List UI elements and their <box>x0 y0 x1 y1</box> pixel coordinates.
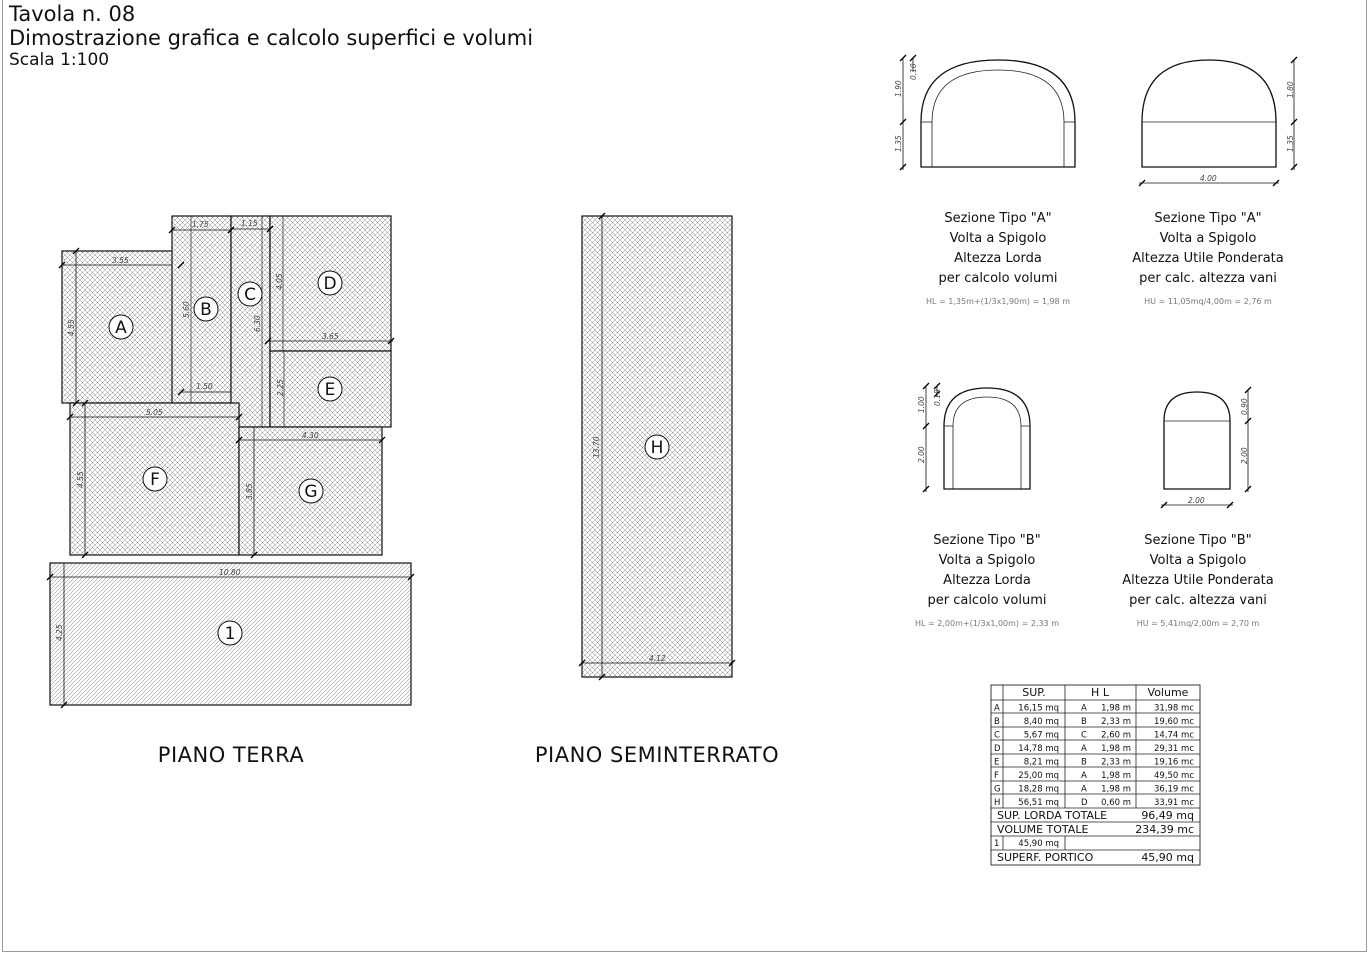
table-cell-volume: 49,50 mc <box>1154 771 1194 781</box>
section-b-utile-line-3: Altezza Utile Ponderata <box>1122 573 1274 588</box>
table-cell-sup: 56,51 mq <box>1018 798 1059 808</box>
table-cell-sup: 8,40 mq <box>1023 717 1059 727</box>
dim-c-width: 1.15 <box>241 219 258 228</box>
section-b-utile-line-1: Sezione Tipo "B" <box>1144 533 1252 548</box>
portico-label: SUPERF. PORTICO <box>997 851 1094 864</box>
svg-text:E: E <box>324 380 336 400</box>
table-cell-id: H <box>994 798 1001 808</box>
table-cell-sup: 25,00 mq <box>1018 771 1059 781</box>
dim-c-height: 6.30 <box>253 315 262 332</box>
sheet-title: Tavola n. 08 <box>9 2 136 26</box>
dim-a-height: 4.55 <box>67 319 76 336</box>
svg-text:G: G <box>304 482 318 502</box>
room-label-d <box>318 271 342 295</box>
svg-text:F: F <box>150 470 160 490</box>
table-header-volume: Volume <box>1147 686 1189 699</box>
table-cell-sup: 14,78 mq <box>1018 744 1059 754</box>
room-label-g <box>299 479 323 503</box>
room-label-b <box>194 297 218 321</box>
table-cell-hl: 1,98 m <box>1101 771 1131 781</box>
table-cell-type: A <box>1081 744 1087 754</box>
section-a-utile-line-1: Sezione Tipo "A" <box>1154 211 1262 226</box>
section-b-utile-dim-2: 2.00 <box>1240 447 1249 464</box>
dim-1-height: 4.25 <box>55 624 64 641</box>
dim-b-height: 5.60 <box>182 301 191 318</box>
table-cell-id: C <box>994 730 1000 741</box>
portico-row-sup: 45,90 mq <box>1018 839 1059 849</box>
section-a-lorda-formula: HL = 1,35m+(1/3x1,90m) = 1,98 m <box>926 297 1070 306</box>
section-a-lorda-line-4: per calcolo volumi <box>938 271 1058 286</box>
section-b-lorda <box>915 383 1059 628</box>
table-cell-hl: 1,98 m <box>1101 703 1131 714</box>
table-cell-id: D <box>994 744 1001 754</box>
dim-a-width: 3.55 <box>112 256 129 265</box>
table-cell-type: D <box>1081 798 1088 808</box>
table-cell-volume: 36,19 mc <box>1154 784 1194 795</box>
table-header-sup: SUP. <box>1022 686 1046 699</box>
table-cell-type: A <box>1081 703 1087 714</box>
room-label-a <box>109 315 133 339</box>
section-b-lorda-dim-3: 2.00 <box>917 446 926 463</box>
dim-d-height: 4.05 <box>275 273 284 290</box>
section-a-utile-line-3: Altezza Utile Ponderata <box>1132 251 1284 266</box>
table-cell-volume: 31,98 mc <box>1154 703 1194 714</box>
section-a-lorda-line-1: Sezione Tipo "A" <box>944 211 1052 226</box>
section-b-utile-line-4: per calc. altezza vani <box>1129 593 1267 608</box>
table-cell-id: E <box>994 757 1000 768</box>
table-cell-type: A <box>1081 771 1087 781</box>
table-cell-type: C <box>1081 730 1087 741</box>
table-cell-hl: 2,33 m <box>1101 757 1131 768</box>
section-a-utile-dim-3: 4.00 <box>1200 174 1217 183</box>
table-cell-sup: 16,15 mq <box>1018 703 1059 714</box>
dim-b-width: 1.75 <box>192 220 209 229</box>
table-cell-hl: 1,98 m <box>1101 784 1131 795</box>
sheet-subtitle: Dimostrazione grafica e calcolo superfici e volumi <box>9 26 534 50</box>
table-cell-type: B <box>1081 757 1087 768</box>
section-b-utile-dim-3: 2.00 <box>1188 496 1205 505</box>
basement-title: PIANO SEMINTERRATO <box>534 743 780 767</box>
section-b-lorda-line-1: Sezione Tipo "B" <box>933 533 1041 548</box>
table-cell-sup: 5,67 mq <box>1023 730 1059 741</box>
section-a-utile-formula: HU = 11,05mq/4,00m = 2,76 m <box>1144 297 1272 306</box>
svg-text:1: 1 <box>224 624 236 644</box>
sup-lorda-label: SUP. LORDA TOTALE <box>997 809 1108 822</box>
table-cell-hl: 2,33 m <box>1101 717 1131 727</box>
table-cell-sup: 8,21 mq <box>1023 757 1059 768</box>
room-label-e <box>318 377 342 401</box>
table-cell-sup: 18,28 mq <box>1018 784 1059 795</box>
section-b-utile-dim-1: 0.90 <box>1240 398 1249 415</box>
table-cell-type: B <box>1081 717 1087 727</box>
section-b-lorda-line-3: Altezza Lorda <box>943 573 1031 588</box>
room-label-c <box>238 282 262 306</box>
ground-floor-plan <box>47 216 414 767</box>
section-b-utile-line-2: Volta a Spigolo <box>1149 553 1247 568</box>
section-b-lorda-dim-2: 0.10 <box>933 389 942 406</box>
table-cell-hl: 0,60 m <box>1101 798 1131 808</box>
table-cell-id: F <box>994 771 999 781</box>
table-cell-id: G <box>994 784 1001 795</box>
section-a-lorda-dim-3: 1.35 <box>894 135 903 152</box>
section-a-utile-line-2: Volta a Spigolo <box>1159 231 1257 246</box>
svg-text:B: B <box>200 300 212 320</box>
room-label-f <box>143 467 167 491</box>
basement-plan <box>535 213 779 767</box>
sheet-scale: Scala 1:100 <box>9 50 110 70</box>
dim-h-height: 13.70 <box>592 436 601 458</box>
section-a-lorda <box>894 55 1075 306</box>
dim-g-height: 3.85 <box>245 483 254 500</box>
table-cell-id: A <box>994 703 1000 714</box>
section-a-utile-dim-2: 1.35 <box>1286 135 1295 152</box>
table-cell-hl: 2,60 m <box>1101 730 1131 741</box>
table-header-hl: H L <box>1091 686 1109 699</box>
volume-total-label: VOLUME TOTALE <box>997 823 1089 836</box>
table-cell-hl: 1,98 m <box>1101 744 1131 754</box>
table-cell-volume: 14,74 mc <box>1154 730 1194 741</box>
section-b-lorda-line-4: per calcolo volumi <box>927 593 1047 608</box>
volume-total-value: 234,39 mc <box>1135 823 1194 836</box>
dim-d-width: 3.65 <box>322 332 339 341</box>
room-label-h <box>645 435 669 459</box>
table-cell-volume: 19,16 mc <box>1154 757 1194 768</box>
section-b-lorda-dim-1: 1.00 <box>917 396 926 413</box>
portico-row-id: 1 <box>994 839 1000 849</box>
dim-1-width: 10.80 <box>219 568 241 577</box>
table-cell-type: A <box>1081 784 1087 795</box>
section-b-lorda-formula: HL = 2,00m+(1/3x1,00m) = 2,33 m <box>915 619 1059 628</box>
dim-e-height: 2.25 <box>276 379 285 396</box>
dim-h-width: 4.12 <box>649 654 666 663</box>
section-a-utile-dim-1: 1.80 <box>1286 81 1295 98</box>
dim-g-width: 4.30 <box>302 431 319 440</box>
svg-text:D: D <box>323 274 337 294</box>
svg-text:H: H <box>650 438 664 458</box>
section-a-lorda-dim-2: 0.10 <box>909 63 918 80</box>
table-cell-volume: 19,60 mc <box>1154 717 1194 727</box>
section-a-lorda-line-3: Altezza Lorda <box>954 251 1042 266</box>
calculation-table <box>991 685 1200 865</box>
ground-floor-title: PIANO TERRA <box>157 743 305 767</box>
dim-f-height: 4.55 <box>76 471 85 488</box>
table-cell-id: B <box>994 717 1000 727</box>
section-b-lorda-line-2: Volta a Spigolo <box>938 553 1036 568</box>
section-b-utile <box>1122 387 1274 628</box>
section-b-utile-formula: HU = 5,41mq/2,00m = 2,70 m <box>1136 619 1260 628</box>
dim-f-width: 5.05 <box>146 408 163 417</box>
sup-lorda-value: 96,49 mq <box>1141 809 1194 822</box>
portico-value: 45,90 mq <box>1141 851 1194 864</box>
section-a-utile-line-4: per calc. altezza vani <box>1139 271 1277 286</box>
room-c <box>231 216 270 427</box>
svg-text:A: A <box>115 318 127 338</box>
svg-text:C: C <box>244 285 256 305</box>
section-a-lorda-line-2: Volta a Spigolo <box>949 231 1047 246</box>
table-cell-volume: 33,91 mc <box>1154 798 1194 808</box>
room-label-1 <box>218 621 242 645</box>
dim-b-bottom: 1.50 <box>196 382 213 391</box>
section-a-lorda-dim-1: 1.90 <box>894 80 903 97</box>
table-cell-volume: 29,31 mc <box>1154 744 1194 754</box>
section-a-utile <box>1132 57 1297 306</box>
